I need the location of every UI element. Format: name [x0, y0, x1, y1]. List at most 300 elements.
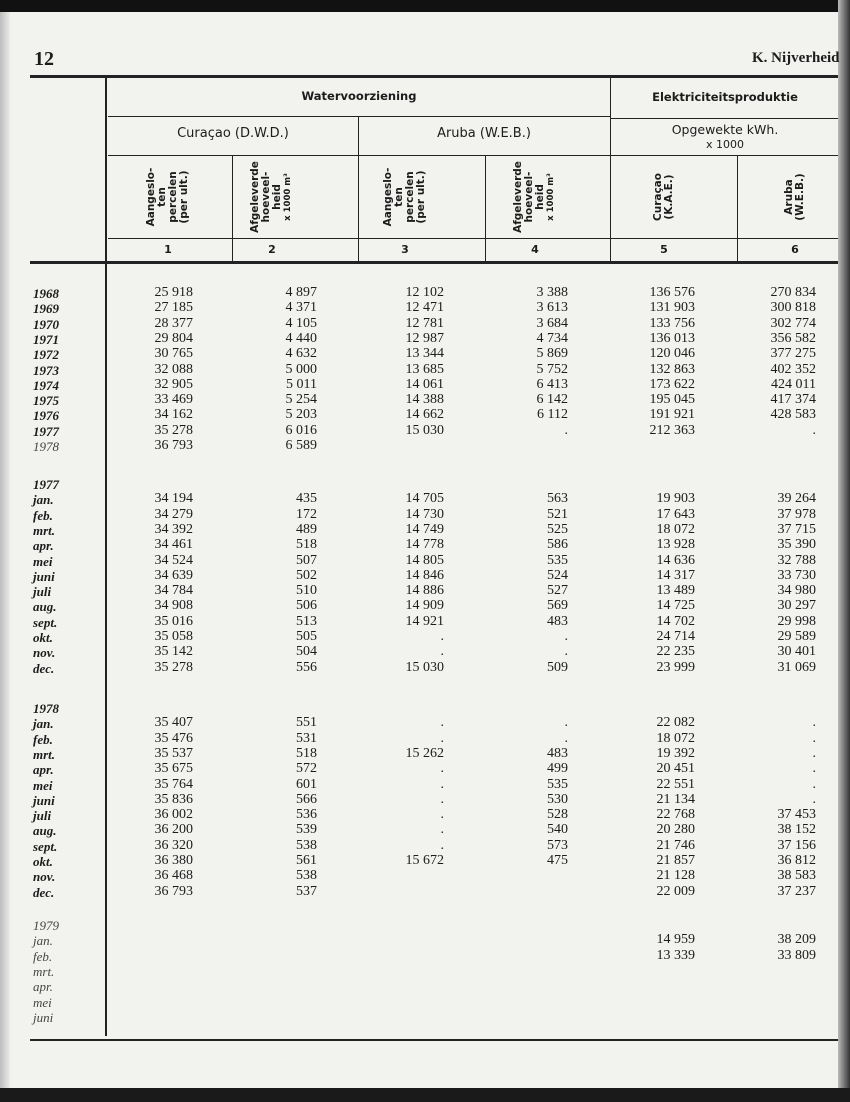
column-number: 5: [660, 243, 668, 256]
table-cell-col6: 30 297: [777, 598, 816, 614]
table-cell-col1: 35 016: [154, 613, 193, 629]
table-cell-col6: 29 589: [777, 629, 816, 644]
table-cell-col5: 14 725: [656, 598, 695, 614]
row-label: 1970: [33, 316, 59, 332]
table-cell-col4: 3 613: [536, 300, 568, 316]
table-cell-col4: 525: [547, 521, 568, 537]
table-cell-col5: 120 046: [649, 346, 695, 362]
table-cell-col2: 4 371: [285, 300, 317, 316]
row-label: juli: [33, 584, 52, 600]
top-rule: [30, 75, 838, 78]
table-cell-col6: 33 730: [777, 567, 816, 583]
table-cell-col3: .: [440, 807, 444, 823]
table-cell-col1: 35 278: [154, 422, 193, 438]
table-cell-col6: 37 978: [777, 506, 816, 522]
table-cell-col2: 566: [296, 791, 317, 807]
table-cell-col6: 35 390: [777, 537, 816, 553]
row-label: 1972: [33, 347, 59, 363]
scan-border-bottom: [0, 1088, 850, 1102]
table-cell-col3: 12 471: [405, 300, 444, 316]
table-cell-col5: 191 921: [649, 407, 695, 423]
table-cell-col1: 36 002: [154, 807, 193, 823]
table-cell-col3: 14 909: [405, 598, 444, 614]
row-label: juli: [33, 808, 52, 824]
table-cell-col4: .: [564, 715, 568, 731]
table-cell-col6: 300 818: [770, 300, 816, 316]
table-cell-col3: .: [440, 715, 444, 731]
table-cell-col2: 572: [296, 761, 317, 777]
table-cell-col5: 132 863: [649, 361, 695, 377]
table-cell-col4: 524: [547, 567, 568, 583]
table-cell-col3: 13 344: [405, 346, 444, 362]
table-cell-col1: 34 279: [154, 506, 193, 522]
table-cell-col5: 21 134: [656, 791, 695, 807]
table-cell-col3: .: [440, 837, 444, 853]
row-label: juni: [33, 1009, 54, 1025]
table-cell-col1: 36 793: [154, 438, 193, 453]
header-generated-unit: x 1000: [705, 138, 744, 151]
rule: [232, 155, 233, 262]
rule: [108, 238, 838, 239]
table-cell-col1: 32 088: [154, 361, 193, 377]
table-cell-col3: 14 749: [405, 521, 444, 537]
row-label: 1974: [33, 377, 59, 393]
table-cell-col6: 36 812: [777, 853, 816, 868]
row-label: mei: [33, 553, 53, 569]
table-cell-col4: 535: [547, 552, 568, 568]
bottom-rule: [30, 1039, 838, 1041]
row-label: mrt.: [33, 522, 56, 538]
table-cell-col6: 37 453: [777, 807, 816, 823]
table-cell-col3: 14 778: [405, 537, 444, 553]
table-cell-col2: 5 000: [285, 361, 317, 377]
row-label: 1971: [33, 331, 59, 347]
column-header-6: [770, 152, 820, 242]
page-edge-shadow: [0, 0, 10, 1102]
table-cell-col2: 513: [296, 613, 317, 629]
column-header-line: ten: [393, 187, 405, 207]
table-cell-col2: 561: [296, 853, 317, 868]
row-label: feb.: [33, 948, 53, 964]
table-cell-col2: 506: [296, 598, 317, 614]
table-cell-col6: 270 834: [770, 285, 816, 300]
table-cell-col1: 34 194: [154, 491, 193, 507]
table-cell-col6: 32 788: [777, 552, 816, 568]
table-cell-col5: 13 928: [656, 537, 695, 553]
table-cell-col2: 4 105: [285, 315, 317, 331]
table-cell-col1: 35 675: [154, 761, 193, 777]
table-cell-col6: 417 374: [770, 392, 816, 408]
row-label: nov.: [33, 645, 56, 661]
table-cell-col2: 551: [296, 715, 317, 731]
table-cell-col4: 499: [547, 761, 568, 777]
table-cell-col3: 14 662: [405, 407, 444, 423]
table-cell-col5: 21 857: [656, 853, 695, 868]
table-cell-col3: 15 672: [405, 853, 444, 868]
table-cell-col5: 136 576: [649, 285, 695, 300]
column-header-line: heid: [271, 184, 283, 210]
table-cell-col4: .: [564, 629, 568, 644]
table-cell-col1: 34 392: [154, 521, 193, 537]
table-cell-col1: 35 476: [154, 730, 193, 746]
table-cell-col2: 6 016: [285, 422, 317, 438]
table-cell-col2: 518: [296, 537, 317, 553]
table-cell-col6: 33 809: [777, 947, 816, 963]
table-cell-col2: 4 632: [285, 346, 317, 362]
table-cell-col4: 573: [547, 837, 568, 853]
table-cell-col6: .: [812, 776, 816, 792]
table-cell-col6: 30 401: [777, 644, 816, 660]
header-aruba-web: Aruba (W.E.B.): [437, 126, 531, 141]
table-cell-col4: 563: [547, 491, 568, 507]
table-cell-col4: 530: [547, 791, 568, 807]
table-cell-col5: 22 235: [656, 644, 695, 660]
table-cell-col2: 537: [296, 883, 317, 899]
table-cell-col5: 21 128: [656, 868, 695, 884]
row-label: sept.: [33, 838, 58, 854]
table-cell-col4: 3 388: [536, 285, 568, 300]
row-label: nov.: [33, 869, 56, 885]
table-cell-col6: 29 998: [777, 613, 816, 629]
table-cell-col6: 31 069: [777, 659, 816, 675]
rule: [610, 118, 838, 119]
table-cell-col2: 4 440: [285, 330, 317, 346]
section-title: 1977: [33, 477, 59, 492]
row-label: apr.: [33, 538, 54, 554]
table-cell-col5: 131 903: [649, 300, 695, 316]
table-cell-col6: 37 715: [777, 521, 816, 537]
table-cell-col2: 518: [296, 745, 317, 761]
table-cell-col3: 13 685: [405, 361, 444, 377]
row-label: aug.: [33, 823, 57, 839]
table-cell-col6: 37 156: [777, 837, 816, 853]
row-label: apr.: [33, 762, 54, 778]
table-cell-col5: 19 903: [656, 491, 695, 507]
table-cell-col5: 133 756: [649, 315, 695, 331]
table-cell-col1: 34 162: [154, 407, 193, 423]
column-number: 6: [791, 243, 799, 256]
table-cell-col2: 536: [296, 807, 317, 823]
table-cell-col5: 23 999: [656, 659, 695, 675]
rule: [108, 116, 610, 117]
table-cell-col3: 14 805: [405, 552, 444, 568]
table-cell-col4: 3 684: [536, 315, 568, 331]
table-cell-col4: 6 112: [537, 407, 568, 423]
table-cell-col1: 32 905: [154, 376, 193, 392]
row-label: 1977: [33, 423, 59, 439]
table-cell-col4: 475: [547, 853, 568, 868]
row-label: jan.: [33, 933, 53, 949]
column-header-line: x 1000 m³: [546, 173, 556, 221]
table-cell-col6: 424 011: [771, 376, 816, 392]
table-cell-col5: 13 489: [656, 583, 695, 599]
table-cell-col4: 528: [547, 807, 568, 823]
table-cell-col5: 212 363: [649, 422, 695, 438]
table-cell-col3: 14 705: [405, 491, 444, 507]
table-cell-col2: 538: [296, 868, 317, 884]
table-cell-col1: 33 469: [154, 392, 193, 408]
table-cell-col3: 15 030: [405, 659, 444, 675]
rule: [108, 155, 838, 156]
table-cell-col2: 4 897: [285, 285, 317, 300]
table-cell-col5: 14 317: [656, 567, 695, 583]
table-cell-col4: 483: [547, 745, 568, 761]
table-cell-col6: 428 583: [770, 407, 816, 423]
table-cell-col1: 30 765: [154, 346, 193, 362]
table-cell-col1: 34 908: [154, 598, 193, 614]
column-header-line: x 1000 m³: [283, 173, 293, 221]
column-header-line: hoeveel-: [260, 171, 272, 223]
table-cell-col1: 34 524: [154, 552, 193, 568]
table-cell-col5: 17 643: [656, 506, 695, 522]
row-label: 1968: [33, 286, 59, 301]
table-cell-col6: 377 275: [770, 346, 816, 362]
table-cell-col4: 4 734: [536, 330, 568, 346]
row-label: mei: [33, 777, 53, 793]
table-cell-col6: 38 209: [777, 932, 816, 948]
column-header-1: [143, 152, 193, 242]
row-label: jan.: [33, 492, 54, 508]
table-cell-col3: 14 730: [405, 506, 444, 522]
table-cell-col2: 601: [296, 776, 317, 792]
table-cell-col3: .: [440, 730, 444, 746]
table-cell-col1: 34 461: [154, 537, 193, 553]
table-cell-col3: .: [440, 776, 444, 792]
table-cell-col6: .: [812, 715, 816, 731]
table-cell-col1: 35 058: [154, 629, 193, 644]
row-label: sept.: [33, 614, 58, 630]
row-label: feb.: [33, 507, 53, 523]
header-generated-kwh: Opgewekte kWh.: [671, 122, 779, 137]
table-cell-col4: 535: [547, 776, 568, 792]
column-header-line: heid: [534, 184, 546, 210]
row-label: okt.: [33, 854, 53, 869]
table-cell-col1: 35 836: [154, 791, 193, 807]
column-header-line: (W.E.B.): [794, 173, 806, 221]
table-cell-col5: 22 009: [656, 883, 695, 899]
table-cell-col1: 36 200: [154, 822, 193, 838]
table-cell-col4: 6 413: [536, 376, 568, 392]
table-cell-col2: 489: [296, 521, 317, 537]
table-cell-col2: 507: [296, 552, 317, 568]
row-label: juni: [33, 568, 55, 584]
table-cell-col4: 586: [547, 537, 568, 553]
table-cell-col6: 34 980: [777, 583, 816, 599]
table-cell-col5: 20 280: [656, 822, 695, 838]
table-cell-col1: 35 407: [154, 715, 193, 731]
column-header-5: [639, 152, 689, 242]
table-cell-col5: 14 702: [656, 613, 695, 629]
table-cell-col3: .: [440, 644, 444, 660]
scan-border-right: [838, 0, 850, 1102]
table-cell-col4: 5 752: [536, 361, 568, 377]
table-cell-col3: 12 781: [405, 315, 444, 331]
row-label: 1969: [33, 301, 59, 317]
table-cell-col1: 27 185: [154, 300, 193, 316]
table-cell-col5: 136 013: [649, 330, 695, 346]
column-number: 2: [268, 243, 276, 256]
table-cell-col4: 6 142: [536, 392, 568, 408]
table-cell-col1: 36 468: [154, 868, 193, 884]
table-cell-col6: 356 582: [770, 330, 816, 346]
table-cell-col6: .: [812, 791, 816, 807]
column-header-line: percelen: [404, 171, 416, 223]
table-cell-col1: 35 537: [154, 745, 193, 761]
section-title: 1979: [33, 918, 59, 933]
table-cell-col2: 5 254: [285, 392, 317, 408]
row-label: okt.: [33, 630, 53, 645]
table-cell-col5: 22 551: [656, 776, 695, 792]
table-cell-col6: 38 583: [777, 868, 816, 884]
table-cell-col5: 13 339: [656, 947, 695, 963]
table-cell-col5: 18 072: [656, 730, 695, 746]
table-cell-col1: 36 320: [154, 837, 193, 853]
table-cell-col2: 5 203: [285, 407, 317, 423]
column-number: 4: [531, 243, 539, 256]
column-header-line: Aangeslo-: [382, 167, 394, 227]
table-cell-col5: 173 622: [649, 376, 695, 392]
table-cell-col1: 34 784: [154, 583, 193, 599]
column-header-line: Afgeleverde: [249, 161, 261, 233]
scan-border-top: [0, 0, 850, 12]
row-label: mei: [33, 994, 52, 1010]
table-cell-col5: 22 768: [656, 807, 695, 823]
section-title: 1978: [33, 701, 59, 716]
table-cell-col2: 502: [296, 567, 317, 583]
column-header-3: [380, 152, 430, 242]
column-header-line: Aruba: [783, 179, 795, 215]
table-cell-col5: 21 746: [656, 837, 695, 853]
table-cell-col6: .: [812, 730, 816, 746]
table-cell-col3: .: [440, 791, 444, 807]
table-cell-col5: 18 072: [656, 521, 695, 537]
row-label: juni: [33, 792, 55, 808]
header-water: Watervoorziening: [301, 89, 417, 103]
table-cell-col2: 556: [296, 659, 317, 675]
rule: [485, 155, 486, 262]
column-header-line: (per ult.): [178, 170, 190, 224]
table-cell-col1: 35 764: [154, 776, 193, 792]
section-divider: [610, 78, 611, 262]
table-cell-col6: .: [812, 761, 816, 777]
table-cell-col3: .: [440, 822, 444, 838]
row-label: 1973: [33, 362, 59, 378]
table-cell-col4: 521: [547, 506, 568, 522]
column-header-line: Curaçao: [652, 173, 664, 221]
table-cell-col2: 172: [296, 506, 317, 522]
table-cell-col3: 14 061: [405, 376, 444, 392]
row-label: dec.: [33, 884, 55, 900]
table-cell-col5: 22 082: [656, 715, 695, 731]
table-cell-col6: 302 774: [770, 315, 816, 331]
table-cell-col4: 509: [547, 659, 568, 675]
column-header-line: percelen: [167, 171, 179, 223]
table-cell-col4: .: [564, 422, 568, 438]
table-cell-col5: 24 714: [656, 629, 695, 644]
table-cell-col1: 29 804: [154, 330, 193, 346]
table-cell-col1: 34 639: [154, 567, 193, 583]
table-cell-col2: 435: [296, 491, 317, 507]
table-cell-col6: 37 237: [777, 883, 816, 899]
table-cell-col3: 14 921: [405, 613, 444, 629]
table-cell-col2: 504: [296, 644, 317, 660]
table-cell-col2: 531: [296, 730, 317, 746]
table-cell-col3: 14 886: [405, 583, 444, 599]
column-header-4: [510, 152, 560, 242]
row-label: apr.: [33, 979, 53, 995]
table-cell-col1: 35 278: [154, 659, 193, 675]
row-label: jan.: [33, 716, 54, 732]
table-cell-col1: 36 380: [154, 853, 193, 868]
table-cell-col6: 39 264: [777, 491, 816, 507]
table-cell-col3: 12 102: [405, 285, 444, 300]
column-number: 3: [401, 243, 409, 256]
table-cell-col5: 14 959: [656, 932, 695, 948]
table-cell-col6: 38 152: [777, 822, 816, 838]
table-cell-col4: .: [564, 644, 568, 660]
table-cell-col3: 15 030: [405, 422, 444, 438]
table-cell-col1: 36 793: [154, 883, 193, 899]
table-cell-col3: .: [440, 629, 444, 644]
table-cell-col2: 6 589: [285, 438, 317, 453]
table-cell-col5: 19 392: [656, 745, 695, 761]
column-header-line: ten: [156, 187, 168, 207]
table-cell-col4: 483: [547, 613, 568, 629]
table-cell-col3: .: [440, 761, 444, 777]
table-cell-col4: 5 869: [536, 346, 568, 362]
table-cell-col6: 402 352: [770, 361, 816, 377]
table-cell-col2: 505: [296, 629, 317, 644]
column-header-line: (per ult.): [415, 170, 427, 224]
row-label: dec.: [33, 660, 55, 676]
column-header-line: hoeveel-: [523, 171, 535, 223]
page-number: 12: [34, 48, 54, 70]
row-label: 1975: [33, 393, 59, 409]
column-header-2: [247, 152, 297, 242]
header-curacao-dwd: Curaçao (D.W.D.): [177, 126, 289, 141]
row-label: mrt.: [33, 746, 56, 762]
header-bottom-rule: [30, 261, 838, 264]
table-cell-col5: 20 451: [656, 761, 695, 777]
table-cell-col6: .: [812, 422, 816, 438]
table-cell-col6: .: [812, 745, 816, 761]
column-number: 1: [164, 243, 172, 256]
table-cell-col5: 195 045: [649, 392, 695, 408]
table-cell-col4: 540: [547, 822, 568, 838]
table-cell-col3: 12 987: [405, 330, 444, 346]
table-cell-col3: 15 262: [405, 745, 444, 761]
running-head: K. Nijverheid: [752, 50, 840, 66]
table-cell-col4: 527: [547, 583, 568, 599]
row-label: feb.: [33, 731, 53, 747]
table-cell-col2: 539: [296, 822, 317, 838]
table-cell-col2: 5 011: [286, 376, 317, 392]
rule: [737, 155, 738, 262]
row-label: mrt.: [33, 963, 55, 979]
row-label: 1976: [33, 408, 59, 424]
row-label: 1978: [33, 439, 59, 454]
column-header-line: Afgeleverde: [512, 161, 524, 233]
table-cell-col1: 25 918: [154, 285, 193, 300]
row-label: aug.: [33, 599, 57, 615]
column-header-line: Aangeslo-: [145, 167, 157, 227]
table-cell-col5: 14 636: [656, 552, 695, 568]
table-cell-col3: 14 846: [405, 567, 444, 583]
column-header-line: (K.A.E.): [663, 174, 675, 220]
header-electric: Elektriciteitsproduktie: [652, 90, 798, 104]
table-cell-col4: .: [564, 730, 568, 746]
table-cell-col2: 538: [296, 837, 317, 853]
